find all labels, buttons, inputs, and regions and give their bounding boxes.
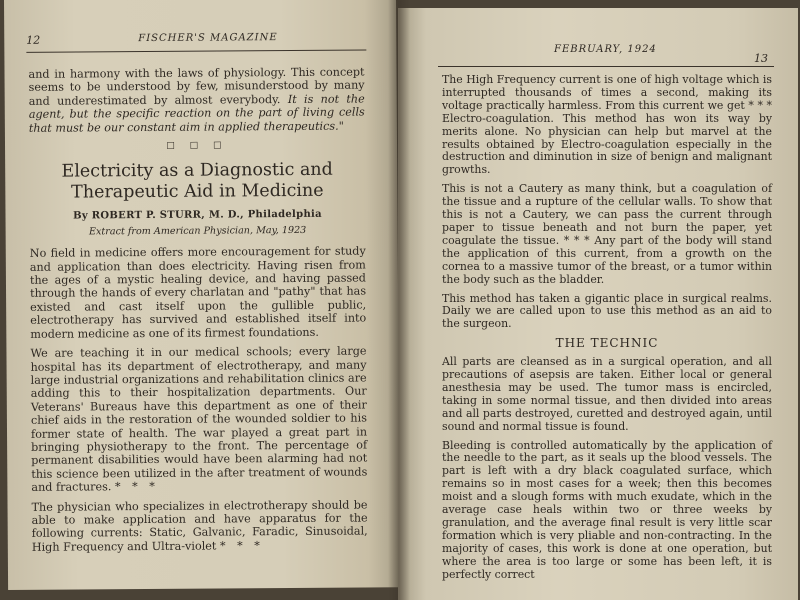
left-running-head: FISCHER'S MAGAZINE [138,32,278,45]
right-header-rule [438,66,774,67]
left-column [28,65,367,560]
body-paragraph [31,498,367,554]
right-page [398,8,798,600]
section-heading: THE TECHNIC [555,336,659,351]
right-running-head: FEBRUARY, 1924 [554,44,657,55]
left-header-rule [26,49,366,52]
body-paragraph: The High Frequency current is one of high voltage which is interrupted thousands of times a second, making its voltage practically harmless. From this current we get * * * Electro-coagulation. This method has won its way by merits alone. No physician can help but marvel at the results obtained by Electro-coagulation especially in the destruction and diminution in size of benign and malignant growths. [442,73,772,177]
right-column [442,74,772,588]
body-paragraph: Bleeding is controlled automatically by the application of the needle to the part, as it seals up the blood vessels. The part is left with a dry black coagulated surface, which remains so in most cases for a week; then this becomes moist and a slough forms with much exudate, which in the average case heals within two or three weeks by granulation, and the average final result is very little scar formation which is very pliable and non-contracting. In the majority of cases, this work is done at one operation, but where the area is too large or some has been left, it is perfectly correct [442,438,772,581]
body-paragraph [30,345,367,495]
section-separator: □ □ □ [166,140,228,151]
body-paragraph: This method has taken a gigantic place in surgical realms. Daily we are called upon to use this method as an aid to the surgeon. [442,291,772,331]
body-paragraph: All parts are cleansed as in a surgical operation, and all precautions of asepsis are taken. Either local or general anesthesia may be used. The tumor mass is encircled, taking in some normal tissue, and then divided into areas and all parts destroyed, curetted and destroyed again, until sound and normal tissue is found. [442,355,772,433]
body-paragraph-text: The physician who specializes in electrotherapy should be able to make application and have apparatus for the following currents: Static, Galvanic, Faradic, Sinusoidal, High Frequency and Ultra-violet [31,498,368,554]
body-paragraph: No field in medicine offers more encouragement for study and application than does electricity. Having risen from the ages of a mystic healing device, and having passed through the hands of every charlatan and "pathy" that has existed and cast itself upon the gullible public, electrotherapy has survived and established itself into modern medicine as one of its firmest foundations. [29,244,367,341]
body-paragraph: This is not a Cautery as many think, but a coagulation of the tissue and a rupture of the cellular walls. To show that this is not a Cautery, we can pass the current through paper to tissue beneath and not burn the paper, yet coagulate the tissue. * * * Any part of the body will stand the application of this current, from a growth on the cornea to a massive tumor of the breast, or a tumor within the body such as the bladder. [442,182,772,286]
left-page-number: 12 [26,33,41,47]
book-gutter [388,0,410,600]
intro-quote: It is not the agent, but the specific reaction on the part of living cells that must be our constant aim in applied therapeutics." [28,92,365,135]
body-paragraph-text: We are teaching it in our medical schools; every large hospital has its department of electrotherapy, and many large industrial organizations and rehabilitation clinics are adding this to their hospitalization departments. Our Veterans' Bureaus have this department as one of their chief aids in the restoration of the wounded soldier to his former state of health. The war played a great part in bringing physiotherapy to the front. The percentage of permanent disabilities would have been alarming had not this science been utilized in the after treatment of wounds and fractures. [30,344,368,494]
article-title: Electricity as a Diagnostic and Therapeutic Aid in Medicine [61,160,333,203]
left-page [4,0,400,590]
article-byline: By ROBERT P. STURR, M. D., Philadelphia [73,209,322,222]
ellipsis-stars: * * * [114,480,159,494]
right-page-number: 13 [754,52,768,65]
intro-text: and in harmony with the laws of physiology. This concept seems to be understood by few, misunderstood by many and underestimated by almost everybody. [28,65,365,108]
extract-note: Extract from American Physician, May, 1923 [88,224,307,238]
intro-paragraph [28,65,364,134]
ellipsis-stars: * * * [219,538,264,553]
